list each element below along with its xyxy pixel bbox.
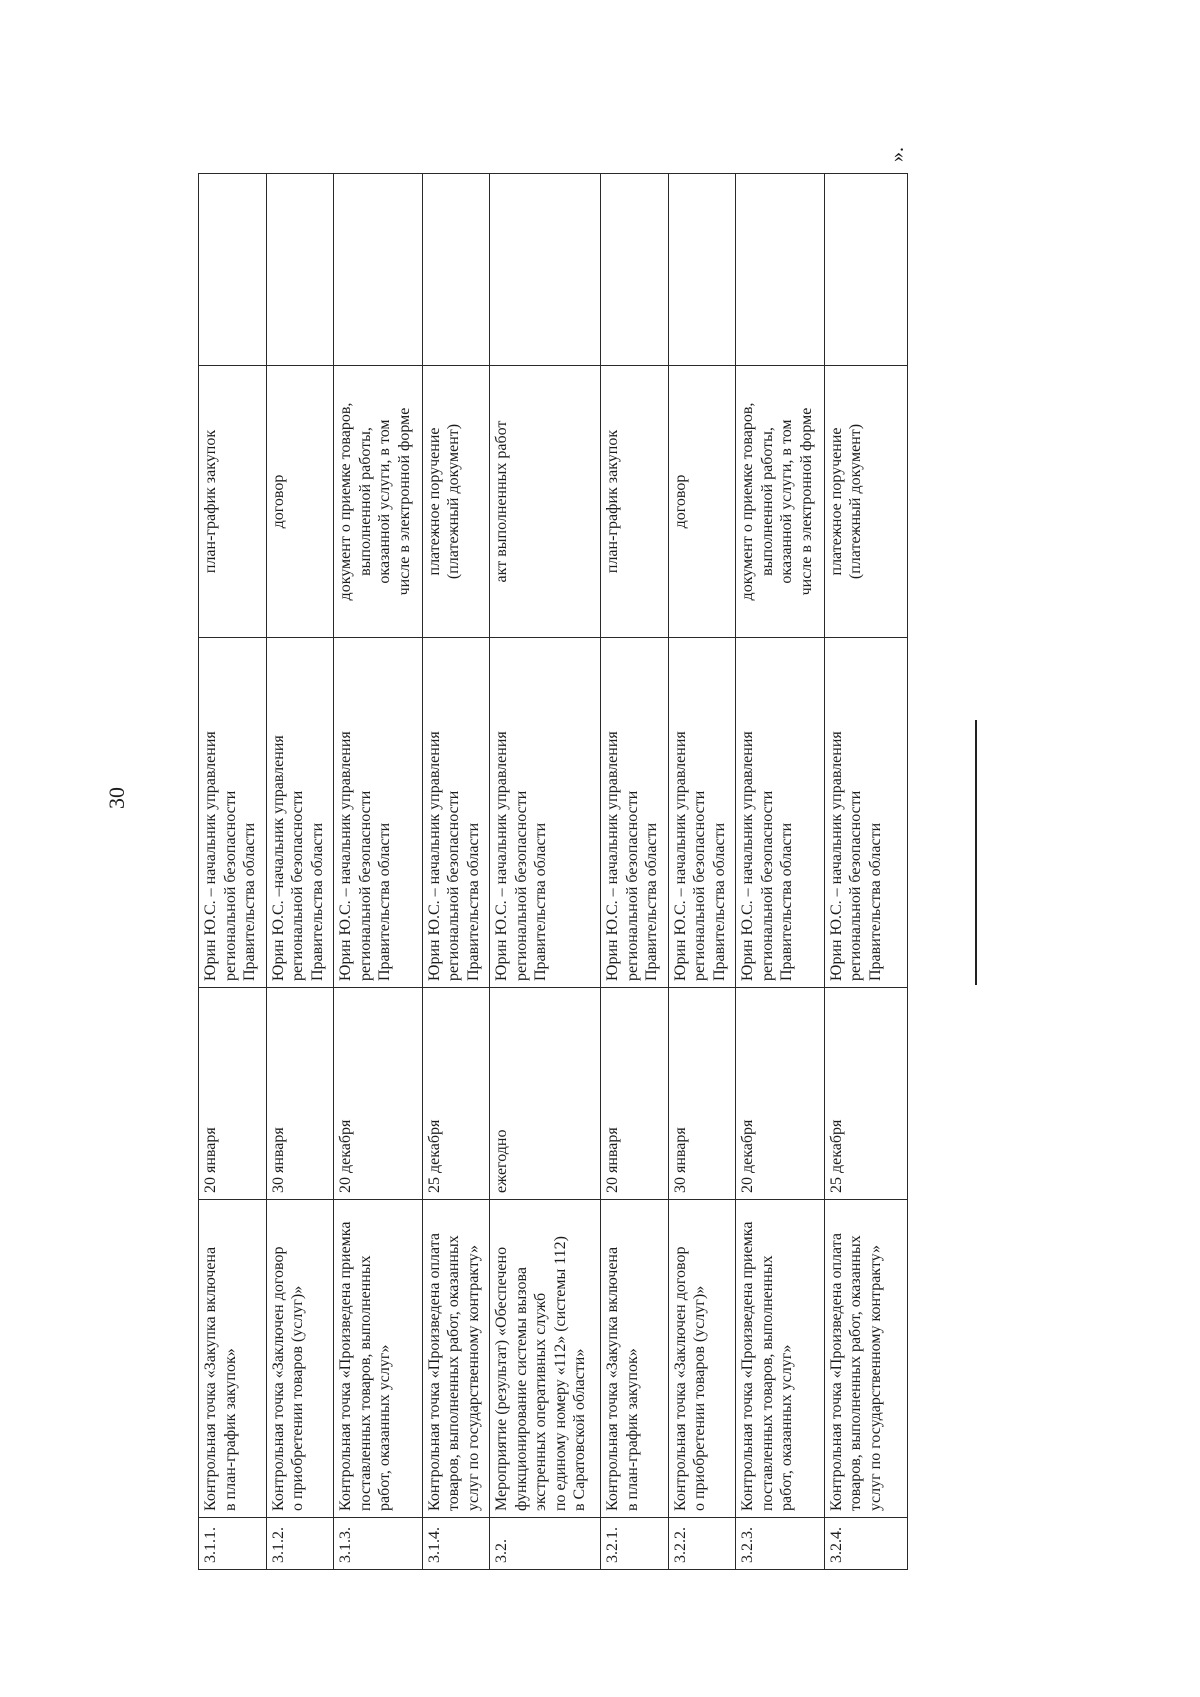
document-cell <box>334 366 422 638</box>
cell-text-line: функционирование системы вызова <box>512 1267 530 1511</box>
event-cell <box>422 1200 490 1518</box>
table-row <box>736 174 824 1570</box>
date-cell: 20 января <box>601 988 669 1200</box>
cell-text-line: поставленных товаров, выполненных <box>758 1255 776 1511</box>
rotated-table-container <box>198 174 908 1570</box>
responsible-cell <box>668 638 736 988</box>
row-number-cell: 3.2.2. <box>668 1518 736 1570</box>
responsible-cell <box>266 638 334 988</box>
document-cell <box>422 366 490 638</box>
cell-text-line: Контрольная точка «Произведена приемка <box>337 1221 355 1511</box>
table-row <box>334 174 422 1570</box>
cell-text-line: Правительства области <box>532 822 550 981</box>
empty-cell <box>199 174 267 366</box>
empty-cell <box>824 174 907 366</box>
cell-text-line: выполненной работы, <box>356 427 374 576</box>
document-cell <box>490 366 601 638</box>
cell-text-line: услуг по государственному контракту» <box>866 1244 884 1511</box>
date-cell: 20 января <box>199 988 267 1200</box>
cell-text-line: Юрин Ю.С. –начальник управления <box>269 735 287 981</box>
cell-text-line: услуг по государственному контракту» <box>464 1244 482 1511</box>
document-cell <box>601 366 669 638</box>
document-cell <box>199 366 267 638</box>
row-number-cell: 3.1.4. <box>422 1518 490 1570</box>
closing-quote: ». <box>886 147 908 162</box>
responsible-cell <box>736 638 824 988</box>
cell-text-line: Контрольная точка «Заключен договор <box>671 1246 689 1511</box>
cell-text-line: Контрольная точка «Закупка включена <box>604 1246 622 1511</box>
cell-text-line: Юрин Ю.С. – начальник управления <box>604 731 622 981</box>
table-row <box>824 174 907 1570</box>
cell-text-line: Правительства области <box>778 822 796 981</box>
responsible-cell <box>199 638 267 988</box>
cell-text-line: Юрин Ю.С. – начальник управления <box>337 731 355 981</box>
cell-text-line: Контрольная точка «Закупка включена <box>202 1246 219 1511</box>
responsible-cell <box>422 638 490 988</box>
cell-text-line: региональной безопасности <box>758 790 776 981</box>
table-row <box>199 174 267 1570</box>
cell-text-line: Мероприятие (результат) «Обеспечено <box>493 1246 511 1511</box>
date-cell: ежегодно <box>490 988 601 1200</box>
cell-text-line: (платежный документ) <box>445 423 463 580</box>
cell-text-line: товаров, выполненных работ, оказанных <box>847 1235 865 1511</box>
cell-text-line: региональной безопасности <box>221 790 239 981</box>
row-number-cell: 3.2.1. <box>601 1518 669 1570</box>
cell-text-line: региональной безопасности <box>691 790 709 981</box>
event-cell <box>199 1200 267 1518</box>
cell-text-line: региональной безопасности <box>445 790 463 981</box>
event-cell <box>490 1200 601 1518</box>
responsible-cell <box>824 638 907 988</box>
document-cell <box>736 366 824 638</box>
cell-text-line: документ о приемке товаров, <box>337 402 355 601</box>
empty-cell <box>334 174 422 366</box>
cell-text-line: поставленных товаров, выполненных <box>356 1255 374 1511</box>
cell-text-line: Правительства области <box>643 822 661 981</box>
cell-text-line: документ о приемке товаров, <box>739 402 757 601</box>
cell-text-line: Контрольная точка «Произведена приемка <box>739 1221 757 1511</box>
cell-text-line: выполненной работы, <box>758 427 776 576</box>
event-cell <box>736 1200 824 1518</box>
cell-text-line: Правительства области <box>376 822 394 981</box>
cell-text-line: Юрин Ю.С. – начальник управления <box>202 731 219 981</box>
cell-text-line: товаров, выполненных работ, оказанных <box>445 1235 463 1511</box>
date-cell: 30 января <box>266 988 334 1200</box>
cell-text-line: числе в электронной форме <box>395 407 413 596</box>
cell-text-line: работ, оказанных услуг» <box>778 1344 796 1511</box>
cell-text-line: Правительства области <box>866 822 884 981</box>
empty-cell <box>422 174 490 366</box>
table-row <box>601 174 669 1570</box>
cell-text-line: в план-график закупок» <box>623 1348 641 1511</box>
cell-text-line: Юрин Ю.С. – начальник управления <box>671 731 689 981</box>
cell-text-line: о приобретении товаров (услуг)» <box>289 1285 307 1511</box>
date-cell: 20 декабря <box>736 988 824 1200</box>
cell-text-line: платежное поручение <box>827 427 845 576</box>
cell-text-line: Юрин Ю.С. – начальник управления <box>739 731 757 981</box>
document-cell <box>266 366 334 638</box>
row-number-cell: 3.2.3. <box>736 1518 824 1570</box>
cell-text-line: экстренных оперативных служб <box>532 1292 550 1511</box>
table-body <box>199 174 908 1570</box>
row-number-cell: 3.2.4. <box>824 1518 907 1570</box>
cell-text-line: Правительства области <box>710 822 728 981</box>
date-cell: 25 декабря <box>824 988 907 1200</box>
empty-cell <box>736 174 824 366</box>
cell-text-line: числе в электронной форме <box>797 407 815 596</box>
cell-text-line: региональной безопасности <box>623 790 641 981</box>
cell-text-line: Правительства области <box>308 822 326 981</box>
cell-text-line: по единому номеру «112» (системы 112) <box>551 1235 569 1511</box>
cell-text-line: работ, оказанных услуг» <box>376 1344 394 1511</box>
row-number-cell: 3.2. <box>490 1518 601 1570</box>
row-number-cell: 3.1.1. <box>199 1518 267 1570</box>
cell-text-line: региональной безопасности <box>289 790 307 981</box>
responsible-cell <box>601 638 669 988</box>
row-number-cell: 3.1.2. <box>266 1518 334 1570</box>
control-points-table <box>198 173 908 1570</box>
cell-text-line: Правительства области <box>464 822 482 981</box>
cell-text-line: Контрольная точка «Произведена оплата <box>425 1233 443 1511</box>
cell-text-line: региональной безопасности <box>847 790 865 981</box>
cell-text-line: в план-график закупок» <box>221 1348 239 1511</box>
cell-text-line: Юрин Ю.С. – начальник управления <box>827 731 845 981</box>
document-cell <box>824 366 907 638</box>
responsible-cell <box>334 638 422 988</box>
cell-text-line: в Саратовской области» <box>571 1348 589 1511</box>
cell-text-line: платежное поручение <box>425 427 443 576</box>
cell-text-line: Юрин Ю.С. – начальник управления <box>493 731 511 981</box>
cell-text-line: региональной безопасности <box>356 790 374 981</box>
empty-cell <box>490 174 601 366</box>
table-row <box>490 174 601 1570</box>
cell-text-line: план-график закупок <box>604 429 622 574</box>
event-cell <box>824 1200 907 1518</box>
event-cell <box>668 1200 736 1518</box>
event-cell <box>266 1200 334 1518</box>
signature-line <box>975 720 977 985</box>
table-row <box>668 174 736 1570</box>
empty-cell <box>601 174 669 366</box>
cell-text-line: акт выполненных работ <box>493 420 511 583</box>
empty-cell <box>668 174 736 366</box>
page-number: 30 <box>104 787 129 809</box>
cell-text-line: договор <box>269 474 287 529</box>
cell-text-line: оказанной услуги, в том <box>376 419 394 584</box>
responsible-cell <box>490 638 601 988</box>
cell-text-line: Контрольная точка «Заключен договор <box>269 1246 287 1511</box>
date-cell: 25 декабря <box>422 988 490 1200</box>
cell-text-line: договор <box>671 474 689 529</box>
cell-text-line: оказанной услуги, в том <box>778 419 796 584</box>
cell-text-line: Юрин Ю.С. – начальник управления <box>425 731 443 981</box>
document-cell <box>668 366 736 638</box>
cell-text-line: региональной безопасности <box>512 790 530 981</box>
cell-text-line: о приобретении товаров (услуг)» <box>691 1285 709 1511</box>
date-cell: 30 января <box>668 988 736 1200</box>
cell-text-line: Контрольная точка «Произведена оплата <box>827 1233 845 1511</box>
event-cell <box>334 1200 422 1518</box>
empty-cell <box>266 174 334 366</box>
row-number-cell: 3.1.3. <box>334 1518 422 1570</box>
cell-text-line: (платежный документ) <box>847 423 865 580</box>
event-cell <box>601 1200 669 1518</box>
cell-text-line: план-график закупок <box>202 429 219 574</box>
table-row <box>266 174 334 1570</box>
table-row <box>422 174 490 1570</box>
cell-text-line: Правительства области <box>241 822 258 981</box>
date-cell: 20 декабря <box>334 988 422 1200</box>
